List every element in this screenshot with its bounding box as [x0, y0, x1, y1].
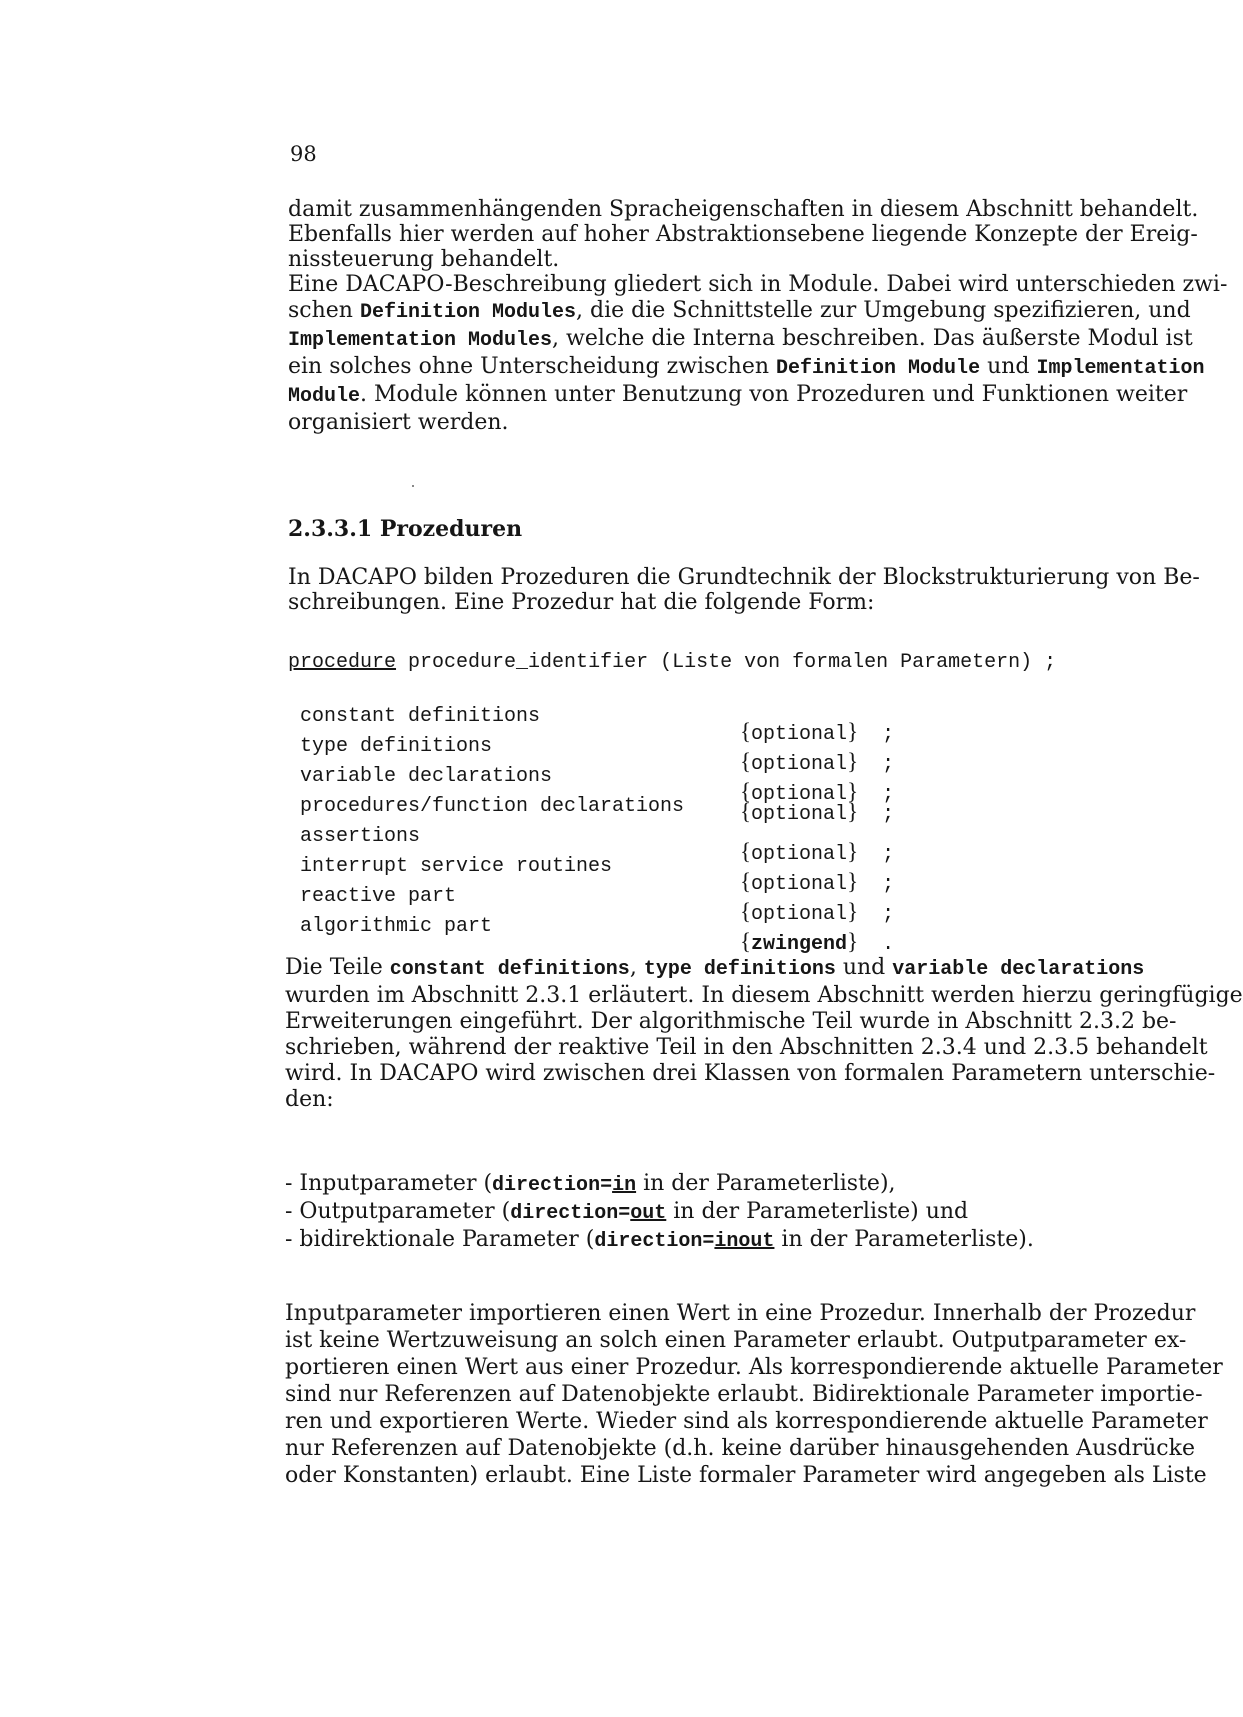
part-name: algorithmic part: [300, 915, 493, 938]
procedure-part-row: [300, 795, 900, 825]
part-name: reactive part: [300, 885, 457, 908]
text-line: nissteuerung behandelt.: [288, 247, 560, 272]
part-status: {zwingend} .: [740, 929, 895, 956]
part-status: {optional} ;: [740, 899, 895, 926]
part-name: procedures/function declarations: [300, 795, 685, 818]
text-line: Erweiterungen eingeführt. Der algorithmische Teil wurde in Abschnitt 2.3.2 be-: [285, 1009, 1177, 1034]
text-line: ist keine Wertzuweisung an solch einen Parameter erlaubt. Outputparameter ex-: [285, 1328, 1187, 1353]
part-name: type definitions: [300, 735, 493, 758]
code-term: Implementation Modules: [288, 329, 553, 352]
paragraph-prozedur-intro: [288, 565, 1200, 615]
text-line: schrieben, während der reaktive Teil in den Abschnitten 2.3.4 und 2.3.5 behandelt: [285, 1035, 1208, 1060]
text-line: wird. In DACAPO wird zwischen drei Klassen von formalen Parametern unterschie-: [285, 1061, 1216, 1086]
part-name: constant definitions: [300, 705, 541, 728]
list-item: - bidirektionale Parameter (direction=inout in der Parameterliste).: [285, 1227, 1034, 1253]
code-term: Definition Modules: [359, 301, 577, 324]
text-line: schreibungen. Eine Prozedur hat die folgende Form:: [288, 590, 875, 615]
code-term: Definition Module: [776, 357, 981, 380]
text-line: wurden im Abschnitt 2.3.1 erläutert. In diesem Abschnitt werden hierzu geringfügige: [285, 983, 1243, 1008]
text-line: damit zusammenhängenden Spracheigenschaften in diesem Abschnitt behandelt.: [288, 197, 1199, 222]
text-line: Die Teile constant definitions, type definitions und variable declarations: [285, 955, 1145, 981]
paragraph-parameter: [285, 1300, 1223, 1489]
procedure-part-row: [300, 765, 900, 806]
procedure-part-row: [300, 735, 900, 776]
code-term: type definitions: [643, 958, 836, 981]
part-status: {optional} ;: [740, 869, 895, 896]
text-line: den:: [285, 1087, 334, 1112]
part-status: {optional} ;: [740, 799, 895, 826]
text-line: Implementation Modules, welche die Interna beschreiben. Das äußerste Modul ist: [288, 326, 1193, 352]
part-status: {optional} ;: [740, 719, 895, 746]
text-line: nur Referenzen auf Datenobjekte (d.h. keine darüber hinausgehenden Ausdrücke: [285, 1436, 1195, 1461]
text-line: schen Definition Modules, die die Schnittstelle zur Umgebung spezifizieren, und: [288, 298, 1191, 324]
code-term: Module: [288, 385, 361, 408]
text-line: Inputparameter importieren einen Wert in eine Prozedur. Innerhalb der Prozedur: [285, 1301, 1196, 1326]
procedure-signature: [288, 651, 1056, 674]
part-name: assertions: [300, 825, 421, 848]
procedure-part-row: [300, 855, 900, 896]
text-line: sind nur Referenzen auf Datenobjekte erlaubt. Bidirektionale Parameter importie-: [285, 1382, 1203, 1407]
procedure-part-row: [300, 885, 900, 926]
section-heading: 2.3.3.1 Prozeduren: [288, 516, 523, 542]
paragraph-intro: [288, 197, 1198, 272]
part-status: {optional} ;: [740, 779, 895, 806]
procedure-keyword: procedure: [288, 651, 397, 674]
part-name: variable declarations: [300, 765, 553, 788]
procedure-part-row: [300, 915, 900, 956]
procedure-part-row: [300, 705, 900, 746]
part-status: {optional} ;: [740, 749, 895, 776]
text-line: Ebenfalls hier werden auf hoher Abstraktionsebene liegende Konzepte der Ereig-: [288, 222, 1198, 247]
part-status: {optional} ;: [740, 839, 895, 866]
code-term: Implementation: [1036, 357, 1205, 380]
paragraph-teile: [285, 955, 1243, 1113]
text-line: ein solches ohne Unterscheidung zwischen Definition Module und Implementation: [288, 354, 1205, 380]
code-term: constant definitions: [389, 958, 630, 981]
paragraph-modules: [288, 272, 1227, 436]
list-item: - Outputparameter (direction=out in der Parameterliste) und: [285, 1199, 969, 1225]
procedure-part-row: [300, 825, 900, 866]
parameter-class-list: [285, 1170, 1034, 1254]
text-line: Eine DACAPO-Beschreibung gliedert sich in Module. Dabei wird unterschieden zwi-: [288, 272, 1228, 297]
text-line: oder Konstanten) erlaubt. Eine Liste formaler Parameter wird angegeben als Liste: [285, 1463, 1207, 1488]
part-name: interrupt service routines: [300, 855, 613, 878]
procedure-signature-rest: procedure_identifier (Liste von formalen Parametern) ;: [396, 651, 1057, 674]
text-line: portieren einen Wert aus einer Prozedur. Als korrespondierende aktuelle Parameter: [285, 1355, 1223, 1380]
list-item: - Inputparameter (direction=in in der Parameterliste),: [285, 1171, 896, 1197]
page-number: 98: [290, 142, 317, 166]
text-line: In DACAPO bilden Prozeduren die Grundtechnik der Blockstrukturierung von Be-: [288, 565, 1200, 590]
text-line: Module. Module können unter Benutzung von Prozeduren und Funktionen weiter: [288, 382, 1188, 408]
code-term: variable declarations: [892, 958, 1145, 981]
text-line: organisiert werden.: [288, 410, 509, 435]
scan-speck: [412, 485, 414, 487]
text-line: ren und exportieren Werte. Wieder sind als korrespondierende aktuelle Parameter: [285, 1409, 1208, 1434]
